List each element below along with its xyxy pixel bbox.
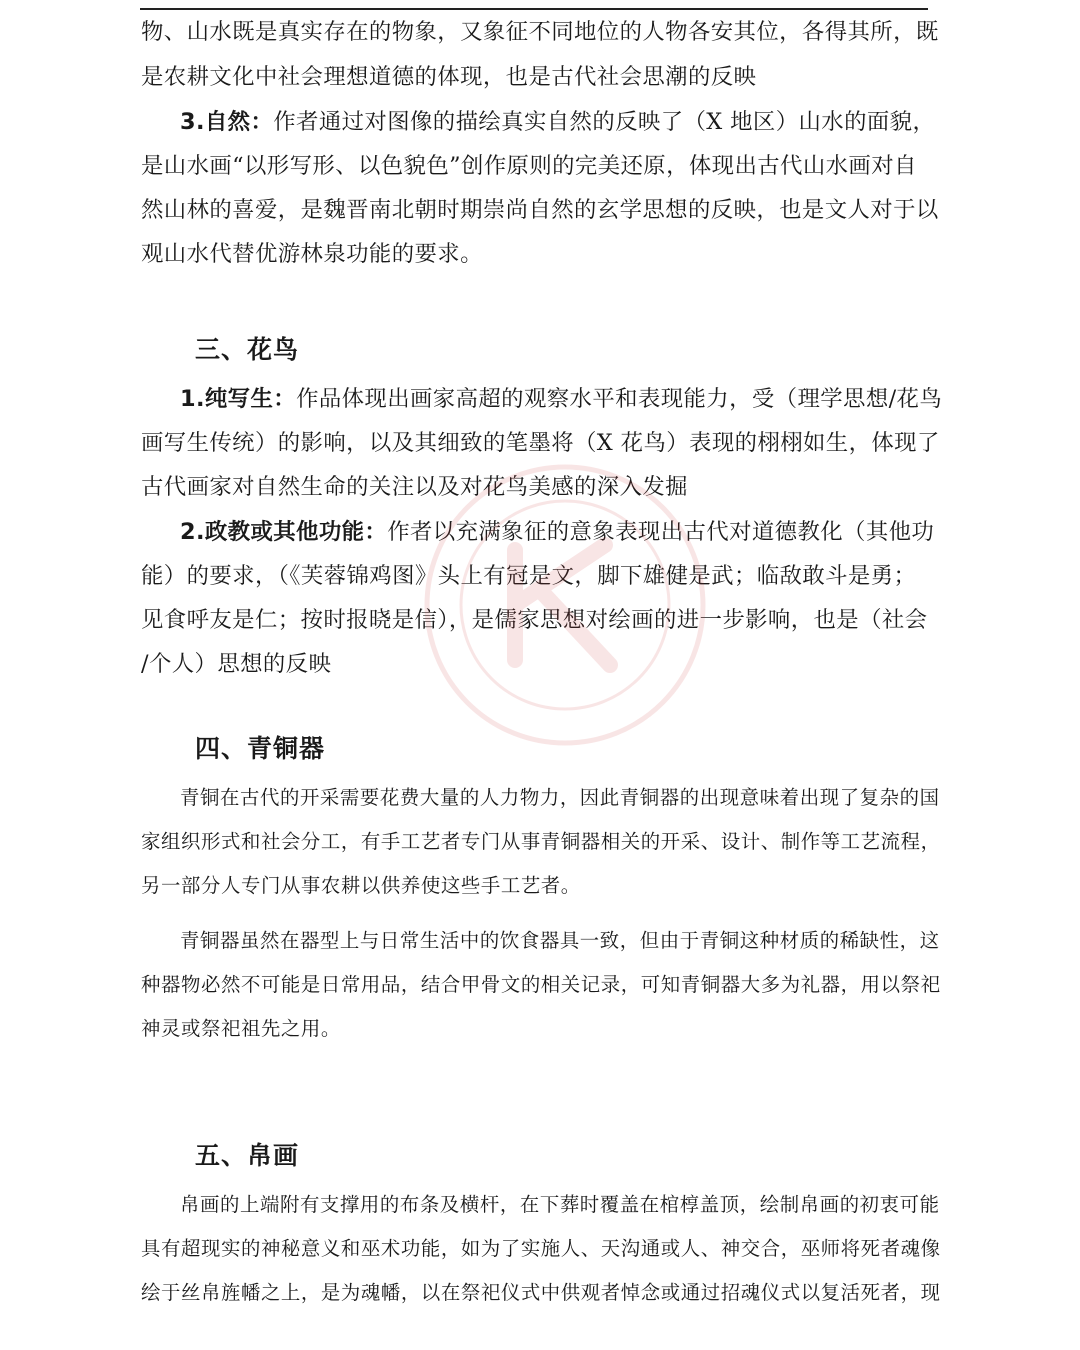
list-item-nature	[180, 107, 936, 137]
paragraph-line: 帛画的上端附有支撑用的布条及横杆，在下葬时覆盖在棺椁盖顶，绘制帛画的初衷可能	[180, 1193, 940, 1216]
paragraph-line: 画写生传统）的影响，以及其细致的笔墨将（X 花鸟）表现的栩栩如生，体现了	[141, 430, 940, 456]
paragraph-line: /个人）思想的反映	[141, 651, 332, 677]
paragraph-line: 古代画家对自然生命的关注以及对花鸟美感的深入发掘	[141, 474, 688, 500]
paragraph-line: 具有超现实的神秘意义和巫术功能，如为了实施人、天沟通或人、神交合，巫师将死者魂像	[141, 1237, 941, 1260]
paragraph-line: 青铜器虽然在器型上与日常生活中的饮食器具一致，但由于青铜这种材质的稀缺性，这	[180, 929, 940, 952]
paragraph-line: 物、山水既是真实存在的物象，又象征不同地位的人物各安其位，各得其所，既	[141, 19, 939, 45]
section-heading: 三、花鸟	[195, 335, 300, 364]
section-heading: 五、帛画	[195, 1141, 300, 1170]
paragraph-line: 种器物必然不可能是日常用品，结合甲骨文的相关记录，可知青铜器大多为礼器，用以祭祀	[141, 973, 941, 996]
list-item-sketch	[180, 384, 943, 414]
item-label: 1.纯写生：	[180, 386, 297, 412]
paragraph-line: 是山水画“以形写形、以色貌色”创作原则的完美还原，体现出古代山水画对自	[141, 153, 917, 179]
section-heading: 四、青铜器	[195, 734, 326, 763]
item-label: 2.政教或其他功能：	[180, 519, 388, 545]
paragraph-line: 能）的要求，（《芙蓉锦鸡图》头上有冠是文，脚下雄健是武；临敌敢斗是勇；	[141, 563, 917, 589]
paragraph-line: 青铜在古代的开采需要花费大量的人力物力，因此青铜器的出现意味着出现了复杂的国	[180, 786, 940, 809]
item-label: 3.自然：	[180, 109, 274, 135]
paragraph-line: 绘于丝帛旌幡之上，是为魂幡，以在祭祀仪式中供观者悼念或通过招魂仪式以复活死者，现	[141, 1281, 941, 1304]
paragraph-line: 见食呼友是仁；按时报晓是信），是儒家思想对绘画的进一步影响，也是（社会	[141, 607, 928, 633]
paragraph-line: 另一部分人专门从事农耕以供养使这些手工艺者。	[141, 874, 581, 897]
item-text: 作者通过对图像的描绘真实自然的反映了（X 地区）山水的面貌，	[273, 109, 936, 135]
paragraph-line: 是农耕文化中社会理想道德的体现，也是古代社会思潮的反映	[141, 64, 757, 90]
list-item-politics	[180, 517, 935, 547]
paragraph-line: 神灵或祭祀祖先之用。	[141, 1017, 341, 1040]
item-text: 作者以充满象征的意象表现出古代对道德教化（其他功	[387, 519, 935, 545]
paragraph-line: 家组织形式和社会分工，有手工艺者专门从事青铜器相关的开采、设计、制作等工艺流程，	[141, 830, 941, 853]
paragraph-line: 然山林的喜爱，是魏晋南北朝时期崇尚自然的玄学思想的反映，也是文人对于以	[141, 197, 939, 223]
paragraph-line: 观山水代替优游林泉功能的要求。	[141, 241, 483, 267]
item-text: 作品体现出画家高超的观察水平和表现能力，受（理学思想/花鸟	[296, 386, 943, 412]
header-rule	[140, 8, 928, 10]
